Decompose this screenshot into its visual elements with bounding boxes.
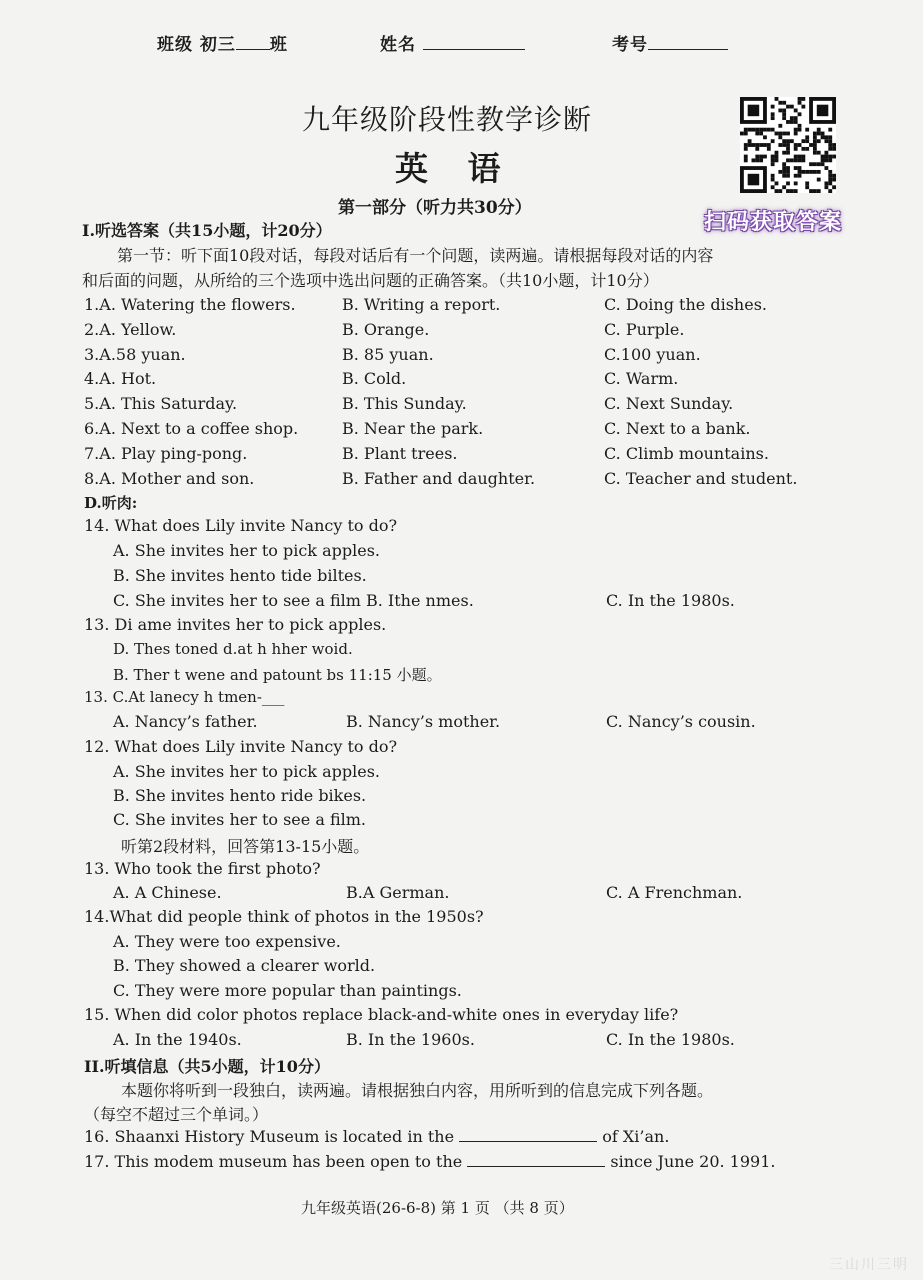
q4-option-a: 4.A. Hot.	[84, 369, 157, 388]
q6-option-c: C. Next to a bank.	[604, 419, 751, 438]
section1-intro-line2: 和后面的问题，从所给的三个选项中选出问题的正确答案。（共10小题，计10分）	[82, 271, 659, 290]
class-label: 班级	[157, 35, 193, 55]
question-14: 14.What did people think of photos in the 1950s?	[84, 907, 484, 926]
page-title: 九年级阶段性教学诊断	[302, 103, 593, 136]
question-12: 12. What does Lily invite Nancy to do?	[84, 737, 398, 756]
q15-option-a: A. In the 1940s.	[113, 1030, 242, 1049]
q4-option-c: C. Warm.	[604, 369, 679, 388]
q5-option-c: C. Next Sunday.	[604, 394, 734, 413]
class-value: 初三	[199, 35, 236, 55]
q2-option-b: B. Orange.	[342, 320, 430, 339]
section1-intro-line1: 第一节：听下面10段对话，每段对话后有一个问题，读两遍。请根据每段对话的内容	[117, 246, 714, 265]
class-blank[interactable]	[236, 35, 270, 50]
subject-title: 英 语	[395, 149, 515, 188]
q3-option-a: 3.A.58 yuan.	[84, 345, 186, 364]
question-17	[84, 1152, 775, 1171]
q3-option-c: C.100 yuan.	[604, 345, 701, 364]
scan-answer-badge[interactable]: 扫码获取答案	[704, 210, 843, 235]
section2-heading: II.听填信息（共5小题，计10分）	[84, 1057, 330, 1076]
option-b: B. Nancy’s mother.	[346, 712, 501, 731]
question-text: 14. What does Lily invite Nancy to do?	[84, 516, 398, 535]
q7-option-a: 7.A. Play ping-pong.	[84, 444, 248, 463]
option-a: A. Nancy’s father.	[113, 712, 258, 731]
q12-option-c: C. She invites her to see a film.	[113, 810, 366, 829]
page-footer: 九年级英语(26-6-8) 第 1 页 （共 8 页）	[301, 1199, 574, 1217]
qr-code-icon[interactable]	[740, 97, 836, 193]
section1-heading: I.听选答案（共15小题，计20分）	[82, 221, 332, 240]
q17-answer-blank[interactable]	[467, 1152, 605, 1167]
id-label: 考号	[612, 35, 648, 55]
question-text: 13. Di ame invites her to pick apples.	[84, 615, 387, 634]
q1-option-b: B. Writing a report.	[342, 295, 501, 314]
q7-option-b: B. Plant trees.	[342, 444, 458, 463]
q16-text-after: of Xi’an.	[602, 1127, 670, 1146]
q8-option-b: B. Father and daughter.	[342, 469, 536, 488]
q14-option-c: C. They were more popular than paintings.	[113, 981, 462, 1000]
question-15: 15. When did color photos replace black-and-white ones in everyday life?	[84, 1005, 679, 1024]
q17-text-after: since June 20. 1991.	[610, 1152, 776, 1171]
q7-option-c: C. Climb mountains.	[604, 444, 769, 463]
option-d: D. Thes toned d.at h hher woid.	[113, 640, 353, 658]
q5-option-a: 5.A. This Saturday.	[84, 394, 238, 413]
question-text: 13. C.At lanecy h tmen-___	[84, 688, 285, 706]
section2-intro-line1: 本题你将听到一段独白，读两遍。请根据独白内容，用所听到的信息完成下列各题。	[121, 1081, 714, 1100]
q2-option-a: 2.A. Yellow.	[84, 320, 177, 339]
q12-option-b: B. She invites hento ride bikes.	[113, 786, 367, 805]
question-13: 13. Who took the first photo?	[84, 859, 321, 878]
name-blank[interactable]	[423, 35, 525, 50]
q5-option-b: B. This Sunday.	[342, 394, 467, 413]
q8-option-a: 8.A. Mother and son.	[84, 469, 255, 488]
q8-option-c: C. Teacher and student.	[604, 469, 798, 488]
class-field	[157, 30, 288, 55]
option-b: B. She invites hento tide biltes.	[113, 566, 367, 585]
option-b: B. Ther t wene and patount bs 11:15 小题。	[113, 666, 442, 684]
q2-option-c: C. Purple.	[604, 320, 685, 339]
q15-option-b: B. In the 1960s.	[346, 1030, 475, 1049]
q13-option-c: C. A Frenchman.	[606, 883, 743, 902]
question-16	[84, 1127, 669, 1146]
q16-answer-blank[interactable]	[459, 1127, 597, 1142]
option-c: C. Nancy’s cousin.	[606, 712, 756, 731]
q16-text-before: 16. Shaanxi History Museum is located in the	[84, 1127, 455, 1146]
watermark-logo: 三山川三明	[829, 1257, 909, 1273]
q13-option-b: B.A German.	[346, 883, 450, 902]
q14-option-b: B. They showed a clearer world.	[113, 956, 376, 975]
d-heading: D.听肉:	[84, 494, 138, 512]
class-suffix: 班	[269, 35, 288, 55]
option-c-right: C. In the 1980s.	[606, 591, 735, 610]
name-field	[380, 30, 525, 55]
id-blank[interactable]	[648, 35, 728, 50]
id-field	[612, 30, 728, 55]
section2-intro-line2: （每空不超过三个单词。）	[84, 1105, 269, 1124]
q6-option-b: B. Near the park.	[342, 419, 484, 438]
q6-option-a: 6.A. Next to a coffee shop.	[84, 419, 299, 438]
q1-option-c: C. Doing the dishes.	[604, 295, 767, 314]
name-label: 姓名	[380, 35, 416, 55]
q12-option-a: A. She invites her to pick apples.	[113, 762, 380, 781]
part-title: 第一部分（听力共30分）	[338, 198, 532, 218]
material-2-instruction: 听第2段材料，回答第13-15小题。	[121, 837, 370, 856]
q17-text-before: 17. This modem museum has been open to the	[84, 1152, 463, 1171]
q4-option-b: B. Cold.	[342, 369, 407, 388]
q14-option-a: A. They were too expensive.	[113, 932, 341, 951]
q3-option-b: B. 85 yuan.	[342, 345, 434, 364]
q15-option-c: C. In the 1980s.	[606, 1030, 735, 1049]
q1-option-a: 1.A. Watering the flowers.	[84, 295, 296, 314]
option-c: C. She invites her to see a film B. Ithe nmes.	[113, 591, 474, 610]
option-a: A. She invites her to pick apples.	[113, 541, 380, 560]
q13-option-a: A. A Chinese.	[113, 883, 222, 902]
